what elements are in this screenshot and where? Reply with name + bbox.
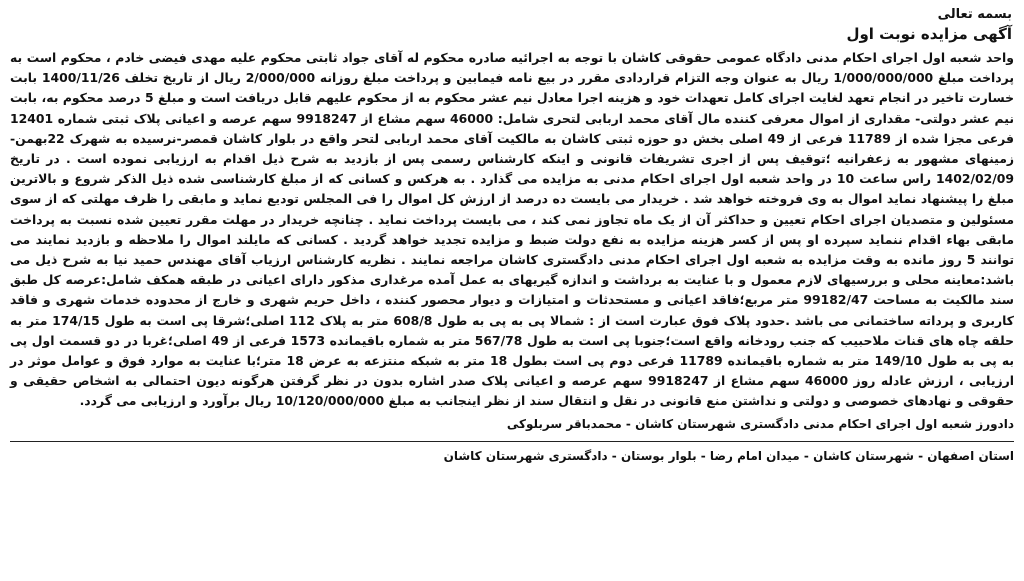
signature-line: دادورز شعبه اول اجرای احکام مدنی دادگستری شهرستان کاشان - محمدباقر سربلوکی [506, 416, 1014, 431]
divider [10, 441, 1014, 442]
auction-notice [10, 6, 1014, 577]
notice-header [10, 6, 1014, 48]
notice-body: واحد شعبه اول اجرای احکام مدنی دادگاه عمومی حقوقی کاشان با توجه به اجرائیه صادره محکوم له آقای جواد ثابتی محکوم علیه مهدی فیضی خادم ، محکوم است به پرداخت مبلغ 1/000/000/000 ریال به عنوان وجه التزام قراردادی مقرر در بیع نامه فیمابین و پرداخت مبلغ روزانه 2/000/000 ریال از تاریخ تخلف 1400/11/26 بابت خسارت تاخیر در انجام تعهد لغایت اجرای کامل تعهدات خود و هزینه اجرا معادل نیم عشر محکوم به از محکوم علیهم قابل دریافت است و مبلغ 5 درصد محکوم به، بابت نیم عشر دولتی- مقداری از اموال معرفی کننده مال آقای محمد اربابی لتحری شامل: 46000 سهم مشاع از 9918247 سهم عرصه و اعیانی پلاک ثبتی شماره 12401 فرعی مجزا شده از 11789 فرعی از 49 اصلی بخش دو حوزه ثبتی کاشان به مالکیت آقای محمد اربابی لتحر واقع در بلوار کاشان قمصر-نرسیده به شهرک 22بهمن- زمینهای مشهور به زعفرانیه ؛توقیف پس از اجری تشریفات قانونی و اینکه کارشناس رسمی پس از بازدید به شرح ذیل اقدام به ارزیابی نموده است . در تاریخ 1402/02/09 راس ساعت 10 در واحد شعبه اول اجرای احکام مدنی به مزایده می گذارد . به هرکس و کسانی که از مبلغ کارشناسی شده ذیل الذکر شروع و بالاترین مبلغ را پیشنهاد نماید اموال به وی فروخته خواهد شد . خریدار می بایست ده درصد از ارزش کل اموال را فی المجلس تودیع نماید و مابقی را ظرف مهلتی که از سوی مسئولین و متصدیان اجرای احکام تعیین و حداکثر آن از یک ماه تجاوز نمی کند ، می بایست پرداخت نماید . چنانچه خریدار در مهلت مقرر تعیین شده نسبت به پرداخت مابقی بهاء اقدام ننماید سپرده او پس از کسر هزینه مزایده به نفع دولت ضبط و مزایده تجدید خواهد گردید . کسانی که مایلند اموال را ملاحظه و بازدید نمایند می توانند 5 روز مانده به وقت مزایده به شعبه اول اجرای احکام مدنی دادگستری کاشان مراجعه نمایند . نظریه کارشناس ارزیاب آقای مهندس حمید نیا به شرح ذیل می باشد:معاینه محلی و بررسیهای لازم معمول و با عنایت به برداشت و اندازه گیریهای به عمل آمده مرغداری مذکور دارای اعیانی در طبقه همکف شامل:عرصه کل طبق سند مالکیت به مساحت 99182/47 متر مربع؛فاقد اعیانی و مستحدثات و امتیازات و دیوار محصور کننده ، داخل حریم شهری و خارج از محدوده خدمات شهری و فاقد کاربری و پرداته ساختمانی می باشد .حدود پلاک فوق عبارت است از : شمالا پی به پی به طول 608/8 متر به پلاک 112 اصلی؛شرقا پی است به طول 174/15 متر به حلقه چاه های قنات ملاحبیب که جنب رودخانه واقع است؛جنوبا پی است به طول 567/78 متر به شماره باقیمانده 1573 فرعی از 49 اصلی؛غربا در دو قسمت اول پی به پی به طول 149/10 متر به شماره باقیمانده 11789 فرعی دوم پی است بطول 18 متر به شبکه منتزعه به عرض 18 متر؛با عنایت به موارد فوق و عوامل موثر در ارزیابی ، ارزش عادله روز 46000 سهم مشاع از 9918247 سهم عرصه و اعیانی پلاک صدر اشاره بدون در نظر گرفتن هرگونه دیون احتمالی به اشخاص حقیقی و حقوقی و نهادهای خصوصی و دولتی و نداشتن منع قانونی در نقل و انتقال سند از نظر اینجانب به مبلغ 10/120/000/000 ریال برآورد و ارزیابی می گردد. [10, 50, 1015, 409]
court-address: استان اصفهان - شهرستان کاشان - میدان امام رضا - بلوار بوستان - دادگستری شهرستان کاشان [443, 448, 1014, 463]
basmala: بسمه تعالی [937, 7, 1012, 22]
notice-title: آگهی مزایده نوبت اول [846, 25, 1012, 43]
